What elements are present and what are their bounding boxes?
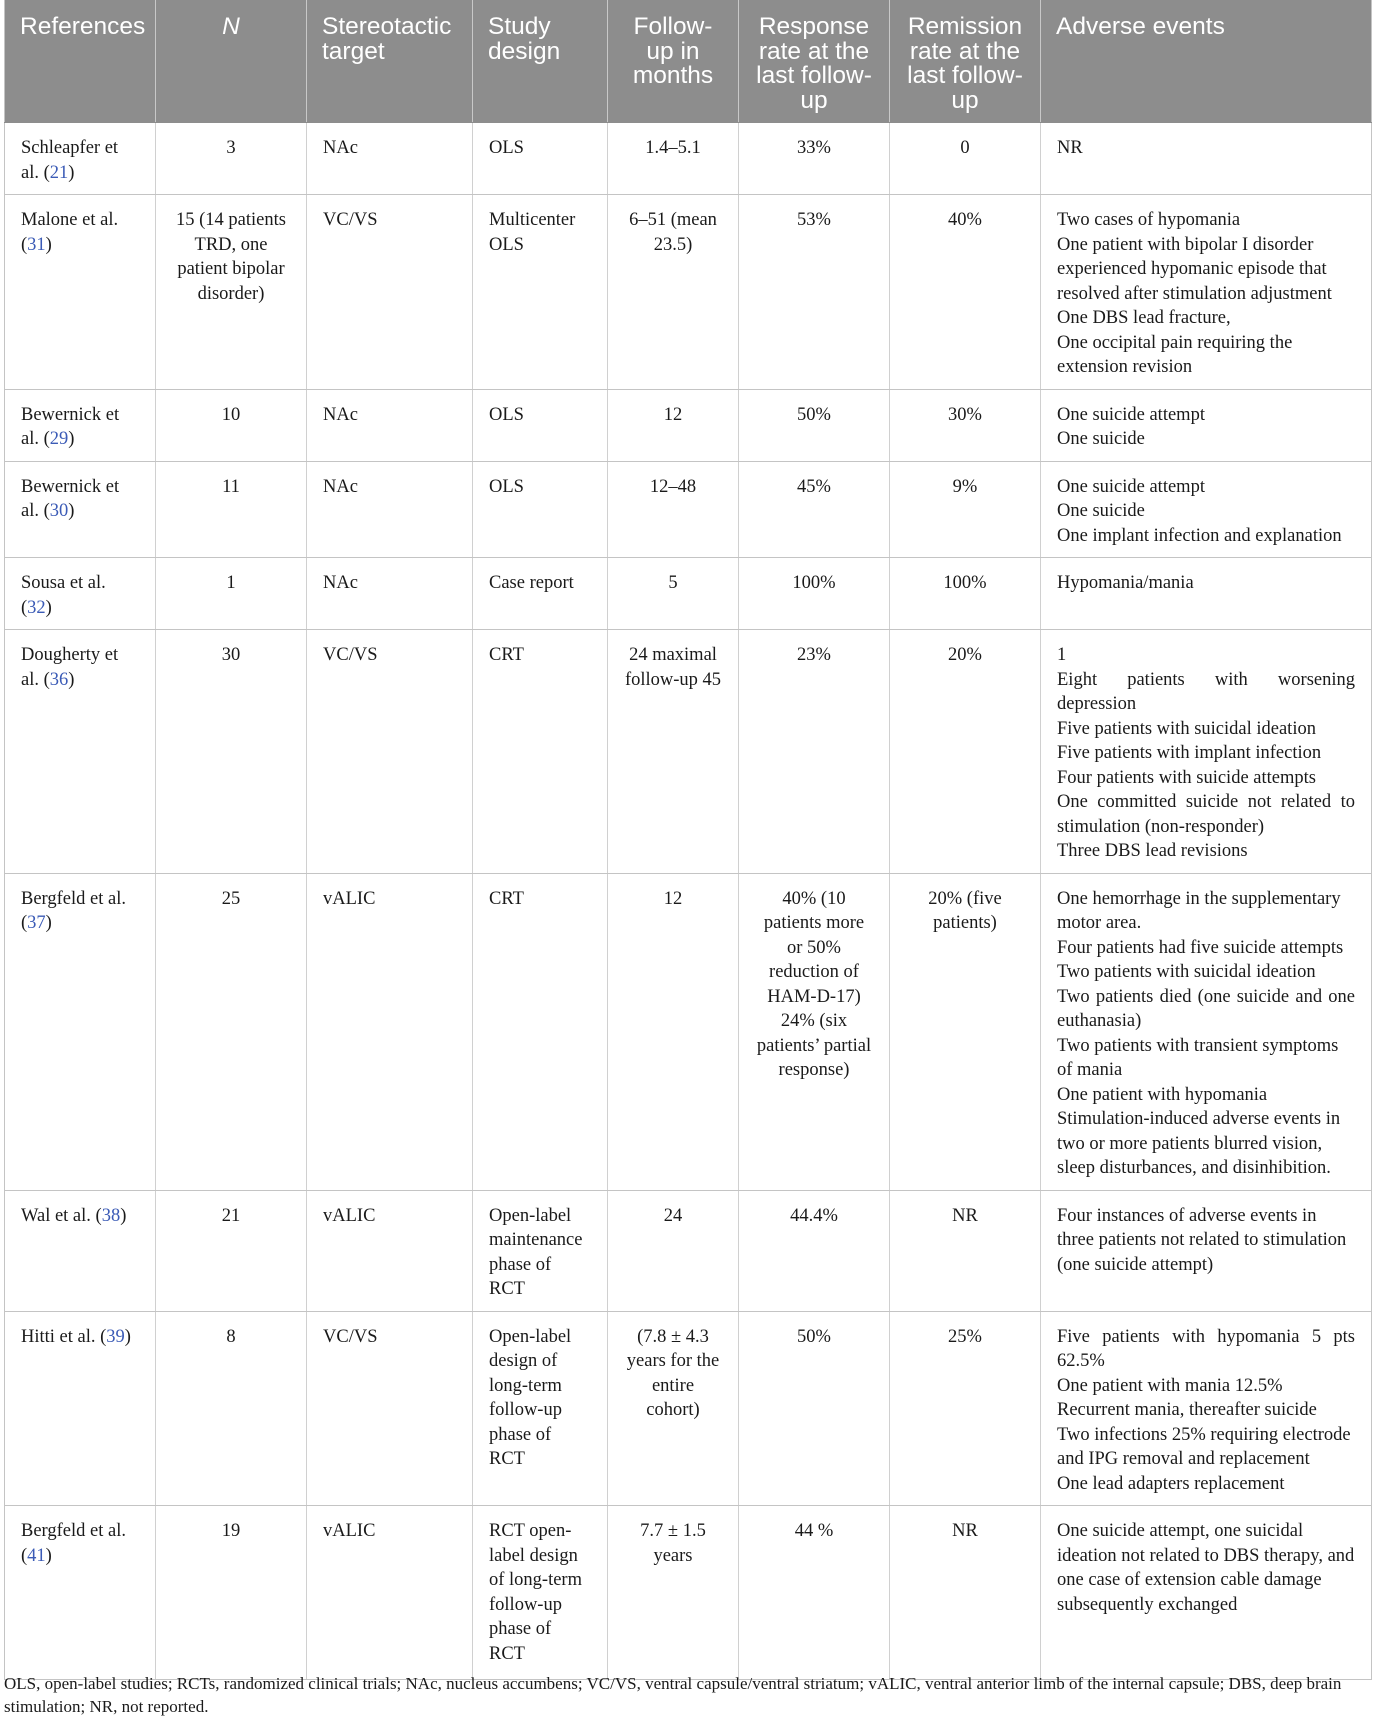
cell-followup: 24 maximal follow-up 45 bbox=[608, 630, 739, 874]
cell-adverse-events bbox=[1041, 1190, 1372, 1311]
reference-author: Dougherty et al. ( bbox=[21, 645, 119, 690]
table-row bbox=[5, 389, 1372, 461]
cell-reference bbox=[5, 123, 156, 195]
reference-author: Schleapfer et al. ( bbox=[21, 138, 119, 183]
cell-reference bbox=[5, 558, 156, 630]
adverse-event-line: Two cases of hypomania bbox=[1057, 210, 1241, 230]
adverse-event-line: One lead adapters replacement bbox=[1057, 1473, 1285, 1494]
table-row bbox=[5, 630, 1372, 874]
adverse-event-line: Four patients had five suicide attempts bbox=[1057, 937, 1344, 958]
cell-remission: 9% bbox=[890, 461, 1041, 558]
adverse-event-line: One implant infection and explanation bbox=[1057, 525, 1342, 546]
table-header bbox=[5, 0, 1372, 123]
cell-response: 44.4% bbox=[739, 1190, 890, 1311]
reference-author: Bewernick et al. ( bbox=[21, 476, 120, 521]
cell-followup: 12 bbox=[608, 389, 739, 461]
cell-target: VC/VS bbox=[307, 1311, 473, 1506]
cell-target: NAc bbox=[307, 461, 473, 558]
adverse-event-line: One occipital pain requiring the extension revision bbox=[1057, 332, 1293, 377]
cell-response: 44 % bbox=[739, 1506, 890, 1680]
adverse-event-line: Two patients with suicidal ideation bbox=[1057, 962, 1316, 982]
reference-close: ) bbox=[45, 1545, 52, 1566]
cell-design: Case report bbox=[473, 558, 608, 630]
cell-n: 11 bbox=[156, 461, 307, 558]
table-row bbox=[5, 1311, 1372, 1506]
citation-link[interactable]: 38 bbox=[101, 1205, 121, 1226]
cell-remission: 40% bbox=[890, 195, 1041, 390]
cell-n: 8 bbox=[156, 1311, 307, 1506]
cell-design: Open-label design of long-term follow-up phase of RCT bbox=[473, 1311, 608, 1506]
cell-design: CRT bbox=[473, 873, 608, 1190]
reference-close: ) bbox=[68, 429, 75, 449]
adverse-event-line: Five patients with suicidal ideation bbox=[1057, 718, 1316, 739]
cell-design: OLS bbox=[473, 389, 608, 461]
cell-remission: NR bbox=[890, 1190, 1041, 1311]
table-body bbox=[5, 123, 1372, 1680]
header-follow-up: Follow-up in months bbox=[608, 0, 739, 123]
cell-response: 23% bbox=[739, 630, 890, 874]
adverse-event-line: One suicide bbox=[1057, 429, 1145, 449]
cell-n: 21 bbox=[156, 1190, 307, 1311]
cell-followup: (7.8 ± 4.3 years for the entire cohort) bbox=[608, 1311, 739, 1506]
table-footnote: OLS, open-label studies; RCTs, randomized clinical trials; NAc, nucleus accumbens; VC/VS, ventral capsule/ventral striatum; vALIC, ventral anterior limb of the internal capsule; DBS, deep brain stimulation; NR, not reported. bbox=[4, 1674, 1342, 1716]
adverse-event-line: 1 bbox=[1057, 645, 1067, 665]
adverse-event-line: Eight patients with worsening depression bbox=[1057, 669, 1355, 714]
cell-adverse-events bbox=[1041, 558, 1372, 630]
cell-reference bbox=[5, 1311, 156, 1506]
cell-adverse-events bbox=[1041, 123, 1372, 195]
cell-n: 30 bbox=[156, 630, 307, 874]
adverse-event-line: One suicide bbox=[1057, 501, 1145, 521]
cell-adverse-events bbox=[1041, 1506, 1372, 1680]
reference-close: ) bbox=[68, 162, 75, 183]
table-row bbox=[5, 873, 1372, 1190]
cell-followup: 12 bbox=[608, 873, 739, 1190]
reference-author: Hitti et al. ( bbox=[21, 1326, 107, 1347]
table-row bbox=[5, 123, 1372, 195]
reference-author: Malone et al. ( bbox=[21, 210, 119, 255]
header-n: N bbox=[156, 0, 307, 123]
adverse-event-line: One DBS lead fracture, bbox=[1057, 308, 1231, 328]
cell-design: Multicenter OLS bbox=[473, 195, 608, 390]
header-references: References bbox=[5, 0, 156, 123]
cell-followup: 1.4–5.1 bbox=[608, 123, 739, 195]
cell-target: vALIC bbox=[307, 1190, 473, 1311]
header-study-design: Study design bbox=[473, 0, 608, 123]
cell-reference bbox=[5, 461, 156, 558]
header-stereotactic-target: Stereotactic target bbox=[307, 0, 473, 123]
header-adverse-events: Adverse events bbox=[1041, 0, 1372, 123]
header-row bbox=[5, 0, 1372, 123]
citation-link[interactable]: 29 bbox=[49, 429, 69, 449]
citation-link[interactable]: 31 bbox=[27, 234, 46, 255]
cell-target: NAc bbox=[307, 123, 473, 195]
citation-link[interactable]: 21 bbox=[49, 162, 69, 183]
adverse-event-line: One suicide attempt bbox=[1057, 476, 1205, 497]
adverse-event-line: One hemorrhage in the supplementary motor area. bbox=[1057, 888, 1341, 933]
cell-reference bbox=[5, 1506, 156, 1680]
cell-response: 100% bbox=[739, 558, 890, 630]
citation-link[interactable]: 36 bbox=[49, 669, 69, 690]
cell-adverse-events bbox=[1041, 195, 1372, 390]
cell-remission: 100% bbox=[890, 558, 1041, 630]
cell-design: OLS bbox=[473, 461, 608, 558]
adverse-event-line: Five patients with hypomania 5 pts 62.5% bbox=[1057, 1326, 1355, 1371]
cell-reference bbox=[5, 1190, 156, 1311]
cell-n: 25 bbox=[156, 873, 307, 1190]
cell-remission: 20% bbox=[890, 630, 1041, 874]
reference-author: Bewernick et al. ( bbox=[21, 404, 120, 449]
cell-followup: 12–48 bbox=[608, 461, 739, 558]
reference-close: ) bbox=[45, 234, 52, 255]
cell-n: 19 bbox=[156, 1506, 307, 1680]
cell-target: vALIC bbox=[307, 873, 473, 1190]
adverse-event-line: Stimulation-induced adverse events in two or more patients blurred vision, sleep disturbances, and disinhibition. bbox=[1057, 1109, 1341, 1178]
adverse-event-line: Four instances of adverse events in three patients not related to stimulation (one suicide attempt) bbox=[1057, 1205, 1347, 1275]
adverse-event-line: Four patients with suicide attempts bbox=[1057, 767, 1316, 788]
cell-remission: 25% bbox=[890, 1311, 1041, 1506]
adverse-event-line: One committed suicide not related to stimulation (non-responder) bbox=[1057, 792, 1355, 837]
reference-close: ) bbox=[45, 913, 52, 933]
cell-response: 50% bbox=[739, 389, 890, 461]
citation-link[interactable]: 39 bbox=[106, 1326, 125, 1347]
header-remission-rate: Remission rate at the last follow-up bbox=[890, 0, 1041, 123]
cell-followup: 24 bbox=[608, 1190, 739, 1311]
adverse-event-line: One patient with hypomania bbox=[1057, 1084, 1268, 1105]
cell-design: Open-label maintenance phase of RCT bbox=[473, 1190, 608, 1311]
cell-remission: 0 bbox=[890, 123, 1041, 195]
cell-response: 40% (10 patients more or 50% reduction of HAM-D-17) 24% (six patients’ partial response) bbox=[739, 873, 890, 1190]
adverse-event-line: One patient with mania 12.5% bbox=[1057, 1375, 1283, 1396]
cell-adverse-events bbox=[1041, 1311, 1372, 1506]
adverse-event-line: Two patients died (one suicide and one euthanasia) bbox=[1057, 986, 1355, 1031]
cell-target: VC/VS bbox=[307, 630, 473, 874]
cell-remission: 20% (five patients) bbox=[890, 873, 1041, 1190]
reference-author: Bergfeld et al. ( bbox=[21, 888, 126, 933]
cell-response: 50% bbox=[739, 1311, 890, 1506]
header-response-rate: Response rate at the last follow-up bbox=[739, 0, 890, 123]
table-row bbox=[5, 195, 1372, 390]
reference-close: ) bbox=[120, 1205, 127, 1226]
cell-n: 15 (14 patients TRD, one patient bipolar disorder) bbox=[156, 195, 307, 390]
cell-remission: 30% bbox=[890, 389, 1041, 461]
cell-reference bbox=[5, 630, 156, 874]
cell-adverse-events bbox=[1041, 389, 1372, 461]
cell-target: vALIC bbox=[307, 1506, 473, 1680]
table-row bbox=[5, 558, 1372, 630]
cell-reference bbox=[5, 873, 156, 1190]
reference-author: Sousa et al. ( bbox=[21, 573, 106, 618]
cell-n: 1 bbox=[156, 558, 307, 630]
cell-followup: 6–51 (mean 23.5) bbox=[608, 195, 739, 390]
reference-close: ) bbox=[68, 501, 75, 521]
reference-close: ) bbox=[45, 597, 52, 618]
cell-target: NAc bbox=[307, 558, 473, 630]
table-row bbox=[5, 461, 1372, 558]
citation-link[interactable]: 41 bbox=[27, 1545, 46, 1566]
citation-link[interactable]: 30 bbox=[49, 501, 69, 521]
adverse-event-line: Three DBS lead revisions bbox=[1057, 841, 1248, 861]
cell-response: 45% bbox=[739, 461, 890, 558]
adverse-event-line: Two infections 25% requiring electrode and IPG removal and replacement bbox=[1057, 1424, 1351, 1469]
cell-adverse-events bbox=[1041, 630, 1372, 874]
cell-design: CRT bbox=[473, 630, 608, 874]
cell-followup: 7.7 ± 1.5 years bbox=[608, 1506, 739, 1680]
cell-adverse-events bbox=[1041, 873, 1372, 1190]
adverse-event-line: One suicide attempt bbox=[1057, 404, 1205, 425]
cell-n: 10 bbox=[156, 389, 307, 461]
adverse-event-line: Two patients with transient symptoms of mania bbox=[1057, 1035, 1339, 1080]
reference-author: Bergfeld et al. ( bbox=[21, 1521, 126, 1566]
adverse-event-line: One suicide attempt, one suicidal ideation not related to DBS therapy, and one case of extension cable damage subsequently exchanged bbox=[1057, 1521, 1355, 1615]
reference-close: ) bbox=[68, 669, 75, 690]
citation-link[interactable]: 37 bbox=[27, 913, 46, 933]
cell-reference bbox=[5, 195, 156, 390]
reference-close: ) bbox=[124, 1326, 131, 1347]
reference-author: Wal et al. ( bbox=[21, 1205, 102, 1226]
cell-design: RCT open-label design of long-term follow-up phase of RCT bbox=[473, 1506, 608, 1680]
table-row bbox=[5, 1506, 1372, 1680]
cell-followup: 5 bbox=[608, 558, 739, 630]
cell-adverse-events bbox=[1041, 461, 1372, 558]
citation-link[interactable]: 32 bbox=[27, 597, 46, 618]
cell-response: 33% bbox=[739, 123, 890, 195]
adverse-event-line: Hypomania/mania bbox=[1057, 573, 1194, 593]
dbs-studies-table bbox=[4, 0, 1372, 1680]
adverse-event-line: NR bbox=[1057, 138, 1083, 158]
adverse-event-line: Five patients with implant infection bbox=[1057, 743, 1322, 763]
cell-design: OLS bbox=[473, 123, 608, 195]
cell-target: VC/VS bbox=[307, 195, 473, 390]
cell-target: NAc bbox=[307, 389, 473, 461]
adverse-event-line: Recurrent mania, thereafter suicide bbox=[1057, 1400, 1317, 1420]
table-container bbox=[4, 0, 1371, 1680]
cell-remission: NR bbox=[890, 1506, 1041, 1680]
table-row bbox=[5, 1190, 1372, 1311]
cell-response: 53% bbox=[739, 195, 890, 390]
adverse-event-line: One patient with bipolar I disorder experienced hypomanic episode that resolved after stimulation adjustment bbox=[1057, 234, 1332, 304]
cell-n: 3 bbox=[156, 123, 307, 195]
cell-reference bbox=[5, 389, 156, 461]
